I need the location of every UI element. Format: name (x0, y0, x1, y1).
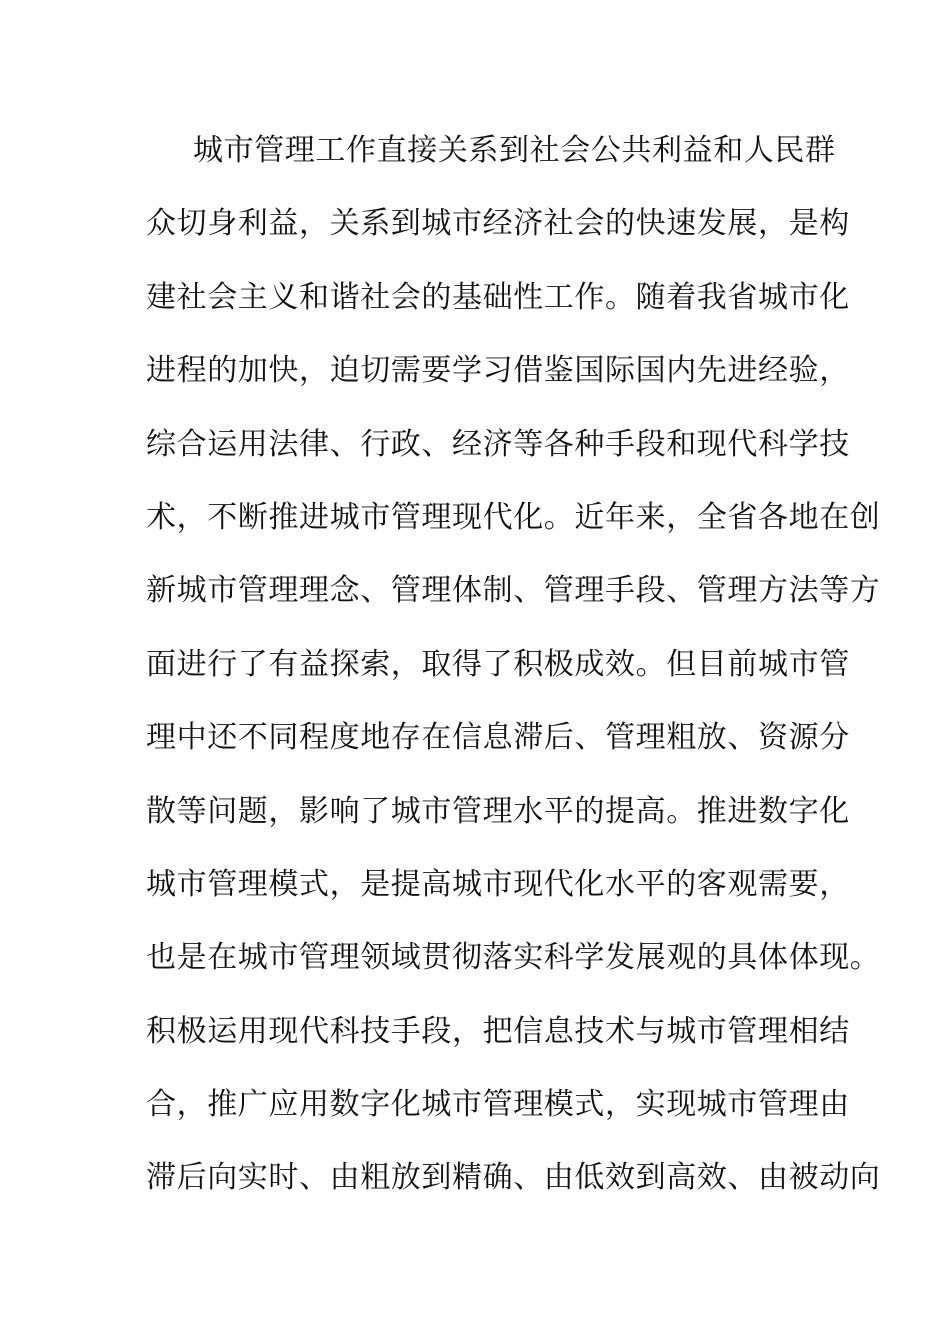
paragraph-line: 城市管理模式，是提高城市现代化水平的客观需要， (146, 866, 850, 902)
paragraph-line: 合，推广应用数字化城市管理模式，实现城市管理由 (146, 1087, 850, 1123)
paragraph-line: 滞后向实时、由粗放到精确、由低效到高效、由被动向 (146, 1160, 881, 1196)
paragraph-line: 城市管理工作直接关系到社会公共利益和人民群 (193, 133, 836, 168)
paragraph-line: 新城市管理理念、管理体制、管理手段、管理方法等方 (146, 573, 881, 609)
body-paragraph (146, 127, 881, 1228)
paragraph-line: 散等问题，影响了城市管理水平的提高。推进数字化 (146, 793, 850, 829)
paragraph-line: 术，不断推进城市管理现代化。近年来，全省各地在创 (146, 499, 881, 535)
paragraph-line: 也是在城市管理领域贯彻落实科学发展观的具体体现。 (146, 940, 881, 976)
paragraph-line: 进程的加快，迫切需要学习借鉴国际国内先进经验， (146, 353, 850, 389)
paragraph-line: 众切身利益，关系到城市经济社会的快速发展，是构 (146, 206, 850, 242)
paragraph-line: 积极运用现代科技手段，把信息技术与城市管理相结 (146, 1013, 850, 1049)
paragraph-line: 理中还不同程度地存在信息滞后、管理粗放、资源分 (146, 720, 850, 756)
paragraph-line: 面进行了有益探索，取得了积极成效。但目前城市管 (146, 646, 850, 682)
paragraph-line: 综合运用法律、行政、经济等各种手段和现代科学技 (146, 426, 850, 462)
paragraph-line: 建社会主义和谐社会的基础性工作。随着我省城市化 (146, 279, 850, 315)
